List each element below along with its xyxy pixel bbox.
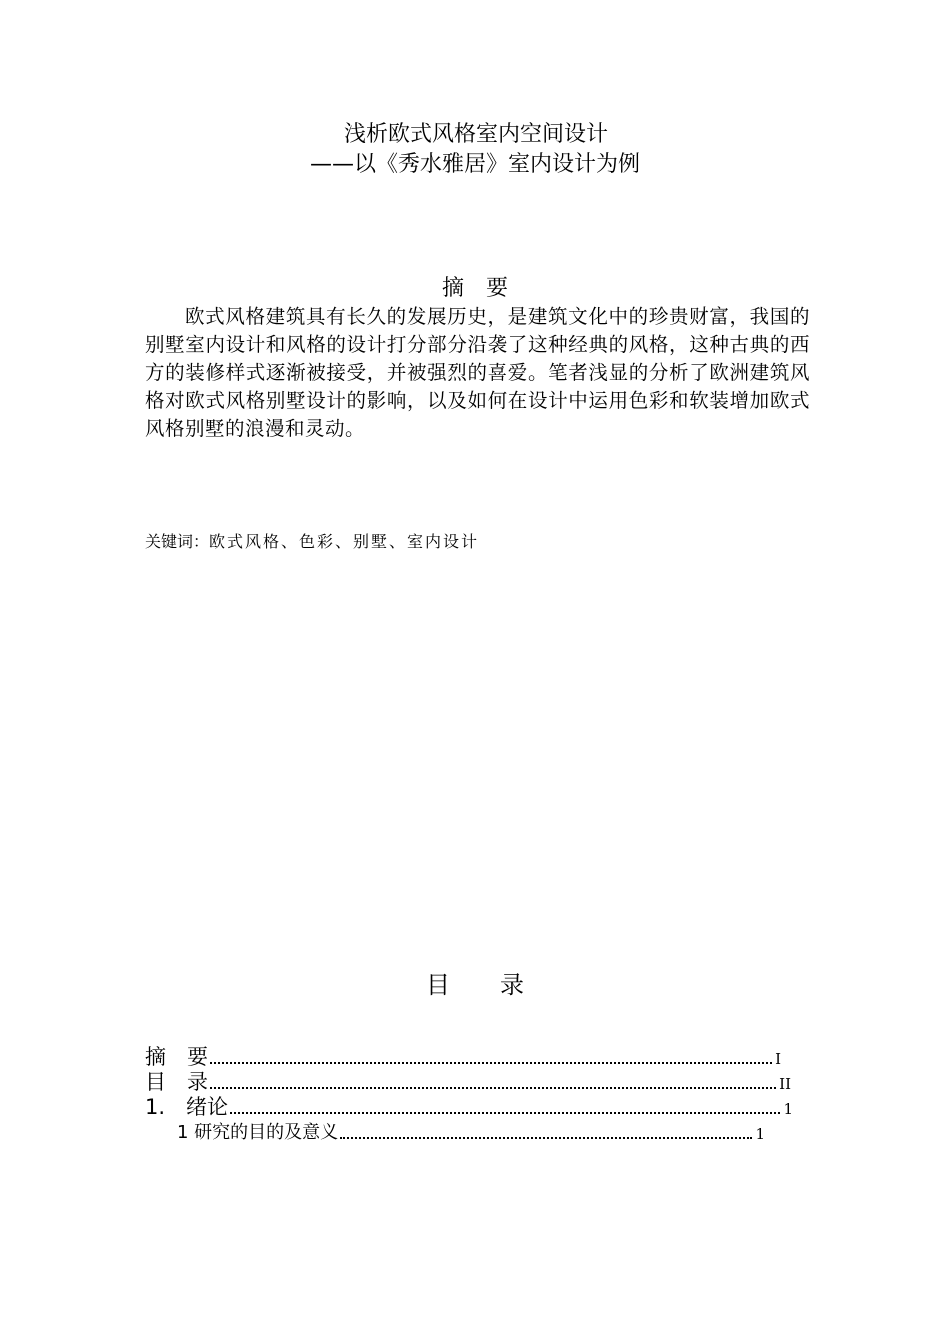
- toc-leader-dots: [210, 1062, 772, 1064]
- abstract-heading-left: 摘: [441, 276, 464, 301]
- abstract-heading-right: 要: [486, 276, 509, 301]
- toc-leader-dots: [230, 1112, 780, 1114]
- toc-entry-label: 目 录: [145, 1070, 208, 1094]
- toc-heading-right: 录: [500, 971, 524, 999]
- toc-leader-dots: [210, 1087, 776, 1089]
- abstract-heading: [0, 274, 950, 304]
- toc-entry-page: 1: [783, 1100, 793, 1118]
- toc-entry-research-purpose[interactable]: [145, 1120, 765, 1145]
- toc-entry-label: 1. 绪论: [145, 1095, 229, 1119]
- table-of-contents: [145, 1045, 805, 1145]
- toc-heading: [0, 968, 950, 1002]
- toc-leader-dots: [340, 1137, 752, 1139]
- toc-heading-left: 目: [426, 971, 450, 999]
- toc-entry-introduction[interactable]: [145, 1095, 793, 1120]
- toc-entry-abstract[interactable]: [145, 1045, 781, 1070]
- toc-entry-page: 1: [755, 1125, 765, 1143]
- keywords-label: 关键词：: [145, 532, 210, 551]
- keywords: [145, 530, 479, 554]
- toc-entry-page: II: [779, 1075, 791, 1093]
- keywords-values: 欧式风格、色彩、别墅、室内设计: [209, 532, 480, 551]
- toc-entry-label: 摘 要: [145, 1045, 208, 1069]
- toc-entry-label: 1 研究的目的及意义: [177, 1122, 339, 1143]
- document-title: [0, 120, 950, 180]
- abstract-body: 欧式风格建筑具有长久的发展历史，是建筑文化中的珍贵财富，我国的别墅室内设计和风格的设计打分部分沿袭了这种经典的风格，这种古典的西方的装修样式逐渐被接受，并被强烈的喜爱。笔者浅显的分析了欧洲建筑风格对欧式风格别墅设计的影响，以及如何在设计中运用色彩和软装增加欧式风格别墅的浪漫和灵动。: [145, 305, 810, 440]
- title-line-1: 浅析欧式风格室内空间设计: [343, 122, 608, 147]
- toc-entry-page: I: [775, 1050, 781, 1068]
- title-line-2: ——以《秀水雅居》室内设计为例: [309, 152, 640, 177]
- toc-entry-contents[interactable]: [145, 1070, 791, 1095]
